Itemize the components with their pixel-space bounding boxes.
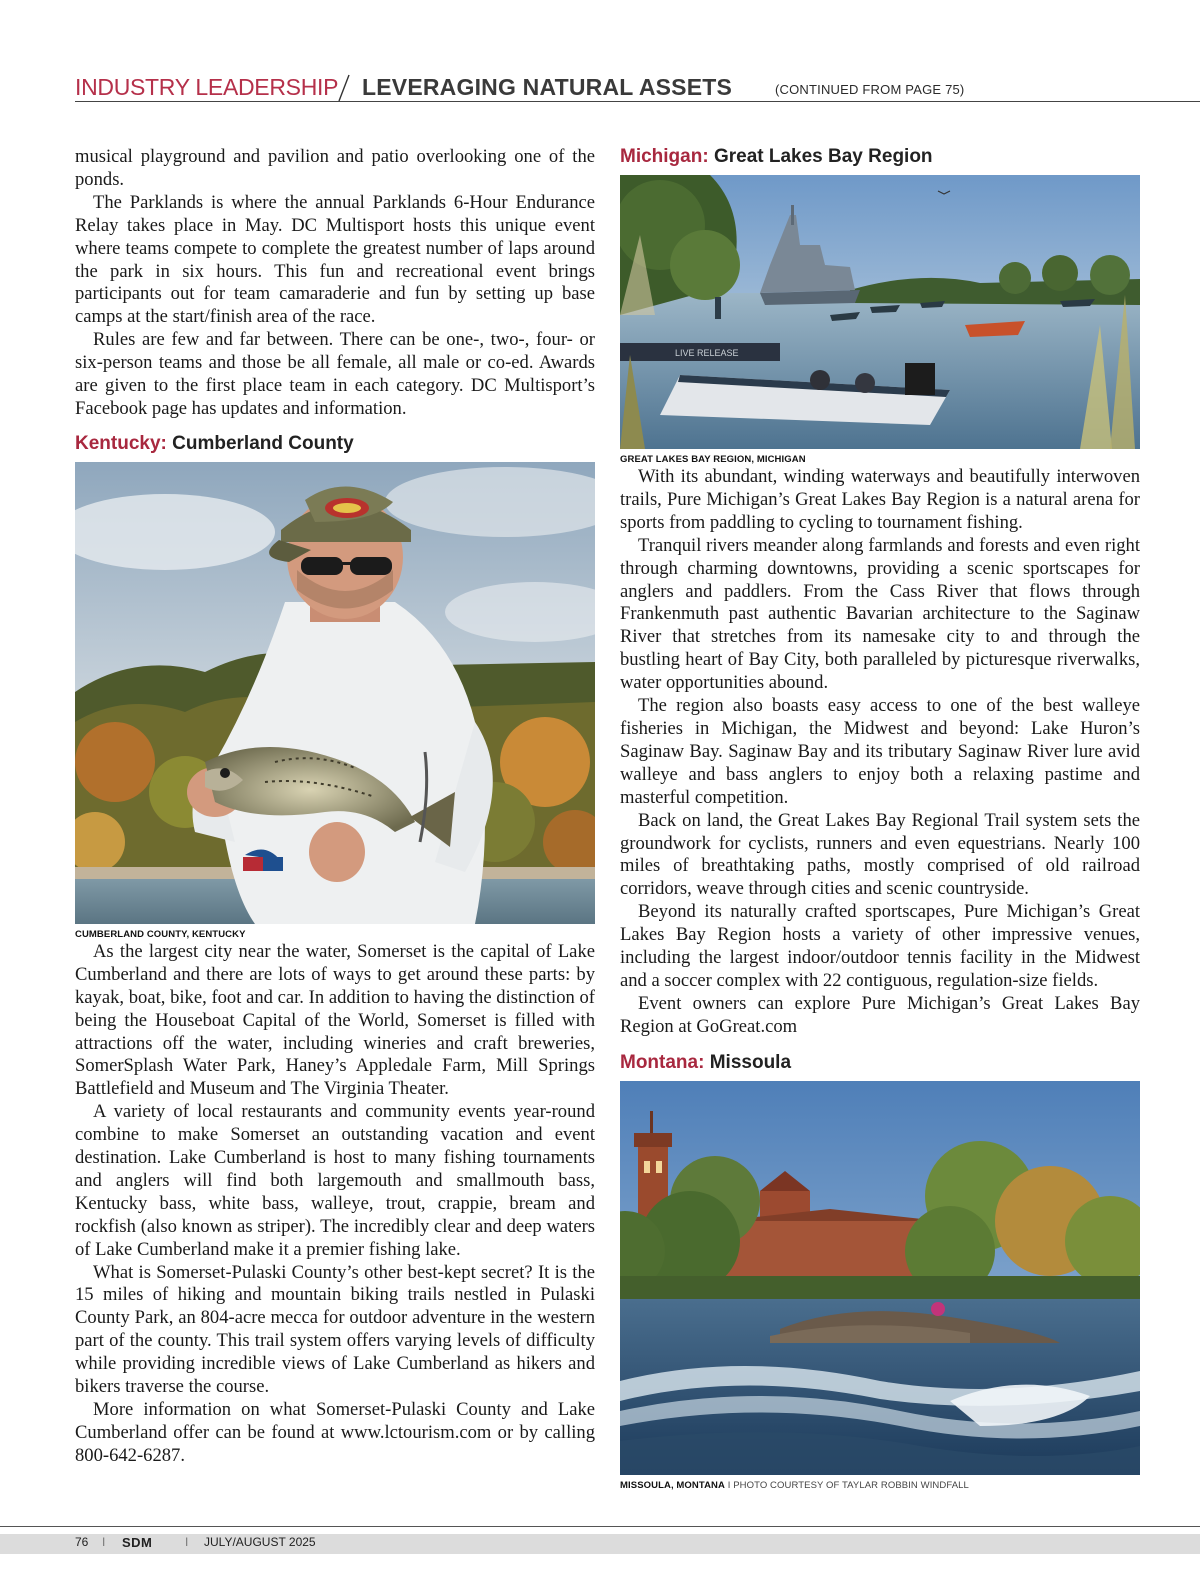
paragraph: Rules are few and far between. There can be one-, two-, four- or six-person teams and those be all female, all male or co-ed. Awards are given to the first place team in each category. DC Multisport’s Facebook page has updates and information. <box>75 329 595 419</box>
paragraph: A variety of local restaurants and community events year-round combine to make Somerset an outstanding vacation and event destination. Lake Cumberland is host to many fishing tournaments and anglers will find both largemouth and smallmouth bass, Kentucky bass, white bass, walleye, trout, crappie, bream and rockfish (also known as striper). The incredibly clear and deep waters of Lake Cumberland make it a premier fishing lake. <box>75 1101 595 1260</box>
state-label: Michigan: <box>620 146 709 167</box>
photo-caption: MISSOULA, MONTANA I PHOTO COURTESY OF TAYLAR ROBBIN WINDFALL <box>620 1479 969 1491</box>
river-photo <box>620 1081 1140 1475</box>
photo-credit: I PHOTO COURTESY OF TAYLAR ROBBIN WINDFALL <box>727 1479 969 1491</box>
paragraph: Event owners can explore Pure Michigan’s Great Lakes Bay Region at GoGreat.com <box>620 992 1140 1037</box>
place-label: Great Lakes Bay Region <box>713 146 933 167</box>
paragraph: Back on land, the Great Lakes Bay Regional Trail system sets the groundwork for cyclists, runners and even equestrians. Nearly 100 miles of breathtaking paths, mostly comprised of old railroad corridors, weave through cities and scenic countryside. <box>620 809 1140 900</box>
section-label: INDUSTRY LEADERSHIP <box>75 74 339 100</box>
footer-band <box>0 1534 1200 1554</box>
paragraph: Beyond its naturally crafted sportscapes, Pure Michigan’s Great Lakes Bay Region hosts a variety of other impressive venues, including the largest indoor/outdoor tennis facility in the Midwest and a soccer complex with 22 contiguous, regulation-size fields. <box>620 901 1140 991</box>
fisherman-illustration <box>75 462 595 924</box>
paragraph: The Parklands is where the annual Parklands 6-Hour Endurance Relay takes place in May. DC Multisport hosts this unique event where teams compete to complete the greatest number of laps around the park in six hours. This fun and recreational event brings participants out for team camaraderie and fun by setting up base camps at the start/finish area of the race. <box>75 191 595 328</box>
paragraph: Tranquil rivers meander along farmlands and forests and even right through charming downtowns, providing a scenic sportscapes for anglers and paddlers. From the Cass River that flows through Frankenmuth past authentic Bavarian architecture to the Saginaw River that stretches from its namesake city to and through the bustling heart of Bay City, both paralleled by picturesque riverwalks, water opportunities abound. <box>620 534 1140 694</box>
photo-caption: CUMBERLAND COUNTY, KENTUCKY <box>75 928 246 940</box>
footer-separator: I <box>102 1535 106 1549</box>
photo-caption: GREAT LAKES BAY REGION, MICHIGAN <box>620 454 806 465</box>
paragraph: musical playground and pavilion and patio overlooking one of the ponds. <box>75 146 595 190</box>
page-number: 76 <box>75 1535 89 1549</box>
place-label: Missoula <box>709 1051 792 1073</box>
paragraph: As the largest city near the water, Somerset is the capital of Lake Cumberland and there are lots of ways to get around these parts: by kayak, boat, bike, foot and car. In addition to having the distinction of being the Houseboat Capital of the World, Somerset is filled with attractions off the water, including wineries and craft breweries, SomerSplash Water Park, Haney’s Appledale Farm, Mill Springs Battlefield and Museum and The Virginia Theater. <box>75 940 595 1100</box>
paragraph: What is Somerset-Pulaski County’s other best-kept secret? It is the 15 miles of hiking and mountain biking trails nestled in Pulaski County Park, an 804-acre mecca for outdoor adventure in the western part of the county. This trail system offers varying levels of difficulty while providing incredible views of Lake Cumberland as hikers and bikers traverse the course. <box>75 1261 595 1398</box>
paragraph: With its abundant, winding waterways and beautifully interwoven trails, Pure Michigan’s Great Lakes Bay Region is a natural arena for sports from paddling to cycling to tournament fishing. <box>620 466 1140 533</box>
montana-heading <box>620 1052 1140 1074</box>
page-title: LEVERAGING NATURAL ASSETS <box>362 74 733 100</box>
slash-divider <box>338 74 350 102</box>
kentucky-heading <box>75 433 595 455</box>
footer-rule <box>0 1526 1200 1527</box>
place-label: Cumberland County <box>172 432 354 454</box>
header-rule <box>75 101 1200 102</box>
michigan-heading <box>620 146 1140 168</box>
state-label: Montana: <box>620 1051 705 1073</box>
river-illustration <box>620 1081 1140 1475</box>
left-column <box>75 146 595 1468</box>
bay-illustration <box>620 175 1140 449</box>
issue-date: JULY/AUGUST 2025 <box>204 1535 316 1549</box>
magazine-logo: SDM <box>122 1535 153 1550</box>
paragraph: The region also boasts easy access to one of the best walleye fisheries in Michigan, the Midwest and beyond: Lake Huron’s Saginaw Bay. Saginaw Bay and its tributary Saginaw River lure avid walleye and bass anglers to enjoy both a relaxing pastime and masterful competition. <box>620 695 1140 808</box>
page-header <box>75 68 1200 104</box>
boat-text: LIVE RELEASE <box>675 348 739 358</box>
paragraph: More information on what Somerset-Pulaski County and Lake Cumberland offer can be found at www.lctourism.com or by calling 800-642-6287. <box>75 1399 595 1466</box>
fisherman-photo <box>75 462 595 924</box>
bay-boats-photo <box>620 175 1140 449</box>
state-label: Kentucky: <box>75 432 167 454</box>
continued-note: (CONTINUED FROM PAGE 75) <box>775 82 965 97</box>
page-footer <box>0 1526 1200 1573</box>
right-column <box>620 146 1140 1491</box>
footer-separator: I <box>185 1535 189 1549</box>
